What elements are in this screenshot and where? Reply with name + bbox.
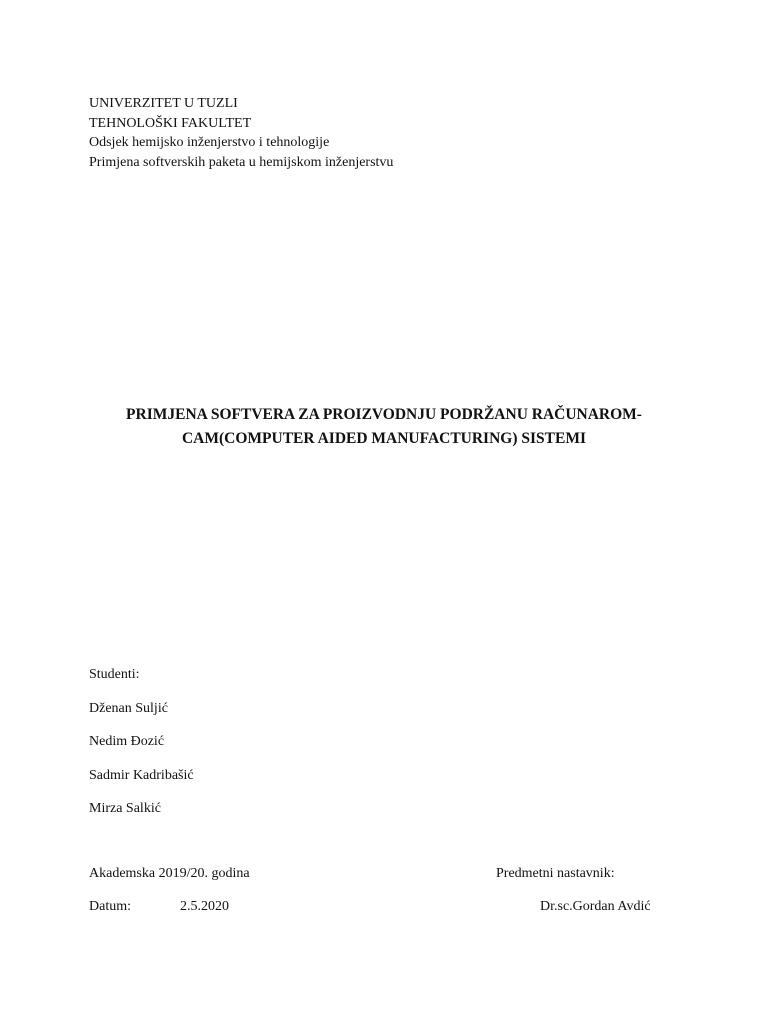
- course-name: Primjena softverskih paketa u hemijskom inženjerstvu: [89, 154, 394, 170]
- mentor-label: Predmetni nastavnik:: [496, 866, 615, 881]
- student-name: Sadmir Kadribašić: [89, 767, 194, 783]
- document-header: [89, 94, 393, 172]
- mentor-name: Dr.sc.Gordan Avdić: [540, 899, 651, 914]
- university-name: UNIVERZITET U TUZLI: [89, 96, 238, 111]
- date-value: 2.5.2020: [180, 899, 229, 914]
- faculty-name: TEHNOLOŠKI FAKULTET: [89, 115, 252, 131]
- department-name: Odsjek hemijsko inženjerstvo i tehnologije: [89, 135, 330, 150]
- student-name: Nedim Đozić: [89, 734, 165, 749]
- student-name: Dženan Suljić: [89, 700, 168, 716]
- title-line-2: CAM(COMPUTER AIDED MANUFACTURING) SISTEMI: [181, 430, 586, 447]
- title-line-1: PRIMJENA SOFTVERA ZA PROIZVODNJU PODRŽANU RAČUNAROM-: [126, 406, 642, 423]
- document-title: [60, 403, 708, 451]
- academic-year: Akademska 2019/20. godina: [89, 866, 250, 881]
- date-label: Datum:: [89, 899, 131, 914]
- student-name: Mirza Salkić: [89, 801, 161, 816]
- students-section: [89, 665, 194, 833]
- students-label: Studenti:: [89, 667, 140, 682]
